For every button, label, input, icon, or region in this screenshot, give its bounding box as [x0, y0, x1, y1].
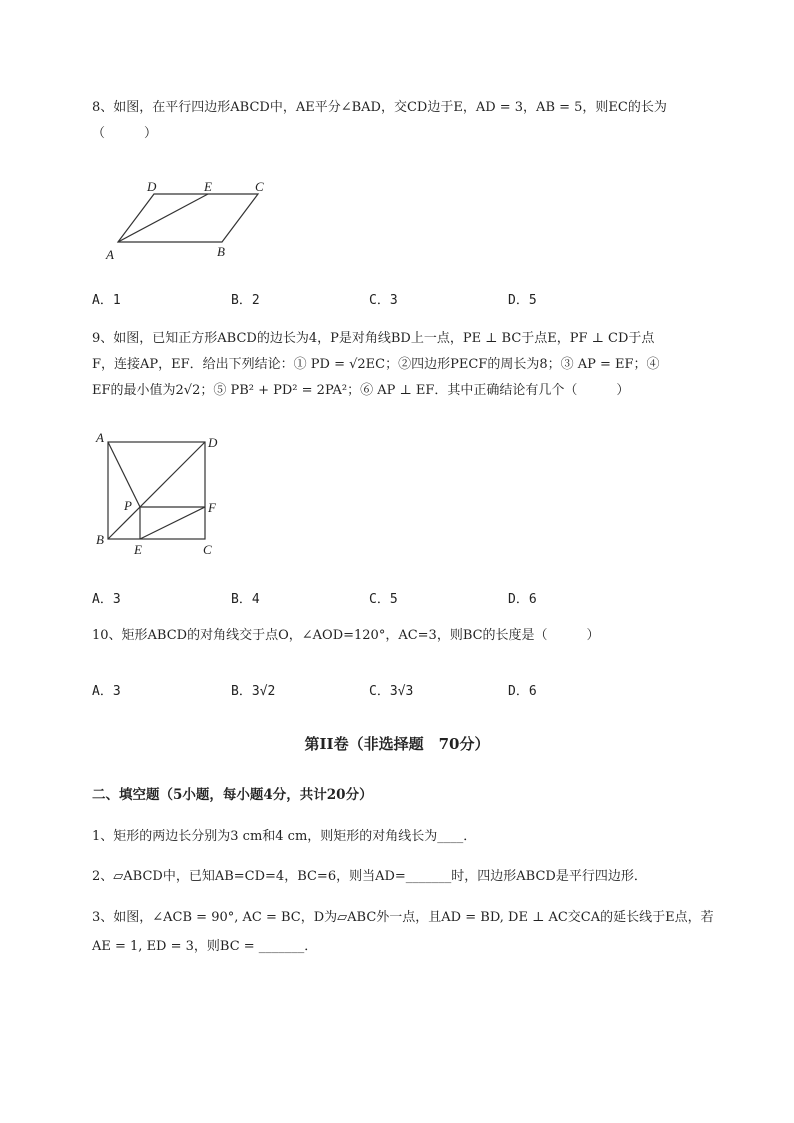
q9-label-d: D	[208, 435, 218, 450]
q8-option-d[interactable]: D．5	[508, 293, 537, 308]
q8-label-e: E	[204, 179, 212, 194]
q9-square-figure	[92, 428, 232, 563]
q9-option-d[interactable]: D．6	[508, 592, 537, 607]
q9-stem-line2: F，连接AP，EF．给出下列结论：① PD = √2EC；②四边形PECF的周长为8；③ AP = EF；④	[92, 357, 660, 372]
fill-q3-line1: 3、如图，∠ACB = 90°, AC = BC，D为▱ABC外一点，且AD = BD, DE ⊥ AC交CA的延长线于E点，若	[92, 910, 714, 925]
q8-stem-line2: （ ）	[92, 126, 158, 141]
q8-stem-line1: 8、如图，在平行四边形ABCD中，AE平分∠BAD，交CD边于E，AD = 3，AB = 5，则EC的长为	[92, 100, 667, 115]
q8-option-b[interactable]: B．2	[231, 293, 260, 308]
q10-option-b[interactable]: B．3√2	[231, 684, 276, 699]
q8-label-d: D	[147, 179, 157, 194]
q9-label-e: E	[134, 542, 142, 557]
q8-label-b: B	[217, 244, 225, 259]
q10-option-a[interactable]: A．3	[92, 684, 121, 699]
q8-label-a: A	[106, 247, 114, 262]
q9-option-b[interactable]: B．4	[231, 592, 260, 607]
q9-label-c: C	[203, 542, 212, 557]
q9-label-a: A	[96, 430, 104, 445]
q8-label-c: C	[255, 179, 264, 194]
fill-q1: 1、矩形的两边长分别为3 cm和4 cm，则矩形的对角线长为____．	[92, 829, 477, 844]
q9-stem-line3: EF的最小值为2√2；⑤ PB² + PD² = 2PA²；⑥ AP ⊥ EF．其中正确结论有几个（ ）	[92, 383, 630, 398]
fill-q3-line2: AE = 1, ED = 3，则BC = _______．	[92, 939, 318, 954]
q9-option-c[interactable]: C．5	[369, 592, 398, 607]
q8-option-a[interactable]: A．1	[92, 293, 121, 308]
q9-option-a[interactable]: A．3	[92, 592, 121, 607]
q8-parallelogram-figure	[100, 175, 280, 265]
section-2-subtitle: 二、填空题（5小题，每小题4分，共计20分）	[92, 787, 373, 803]
q10-stem: 10、矩形ABCD的对角线交于点O，∠AOD=120°，AC=3，则BC的长度是（ ）	[92, 628, 600, 643]
q10-option-c[interactable]: C．3√3	[369, 684, 414, 699]
q9-label-p: P	[124, 498, 132, 513]
q9-label-b: B	[96, 532, 104, 547]
q8-option-c[interactable]: C．3	[369, 293, 398, 308]
q9-stem-line1: 9、如图，已知正方形ABCD的边长为4，P是对角线BD上一点，PE ⊥ BC于点E，PF ⊥ CD于点	[92, 331, 655, 346]
q10-option-d[interactable]: D．6	[508, 684, 537, 699]
fill-q2: 2、▱ABCD中，已知AB=CD=4，BC=6，则当AD=_______时，四边形ABCD是平行四边形．	[92, 869, 647, 884]
q9-label-f: F	[208, 500, 216, 515]
section-2-title: 第II卷（非选择题 70分）	[304, 735, 490, 753]
